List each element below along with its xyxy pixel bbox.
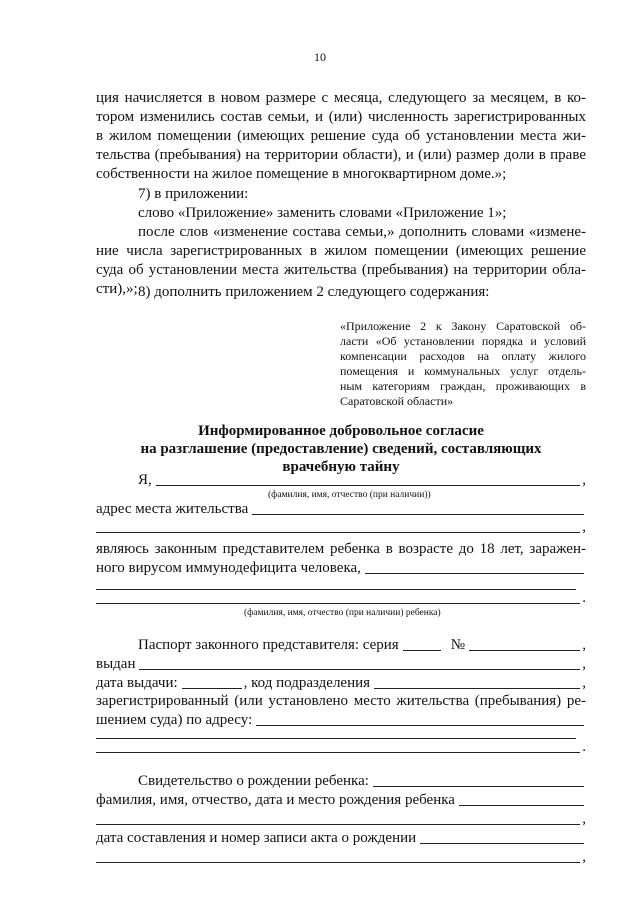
fio-field-row (138, 471, 586, 490)
passport-label: Паспорт законного представителя: серия (138, 637, 399, 653)
item-7-line: ние числа зарегистрированных в жилом помещении (имеющих решение (96, 243, 586, 259)
representative-line-2: ного вирусом иммунодефицита человека, (96, 560, 361, 576)
address-input-line[interactable] (252, 513, 584, 515)
appendix-header-line: ласти «Об установлении порядка и условий (340, 334, 586, 348)
appendix-header-line: Саратовской области» (340, 394, 454, 408)
number-sign: № (450, 637, 466, 653)
passport-number-input[interactable] (469, 649, 580, 651)
issued-input-line[interactable] (139, 668, 580, 670)
child-field-row-3 (96, 589, 586, 608)
issue-date-row (96, 674, 586, 693)
address-input-line-2[interactable] (96, 531, 580, 533)
appendix-header-line: ным категориям граждан, проживающих в (340, 379, 586, 393)
passport-series-input[interactable] (403, 649, 441, 651)
comma: , (582, 675, 586, 691)
comma: , (582, 472, 586, 488)
child-fio-caption: (фамилия, имя, отчество (при наличии) ребенка) (244, 608, 441, 618)
registered-line-2: шением суда) по адресу: (96, 712, 253, 728)
child-details-input[interactable] (459, 804, 584, 806)
comma: , (582, 811, 586, 827)
division-code-input[interactable] (374, 687, 580, 689)
form-title: врачебную тайну (282, 459, 400, 475)
child-details-row-2 (96, 810, 586, 829)
registered-address-row (96, 711, 586, 730)
period: . (582, 739, 586, 755)
registered-address-row-3 (96, 738, 586, 757)
child-details-row (96, 791, 586, 810)
appendix-header-line: компенсации расходов на оплату жилого (340, 349, 586, 363)
paragraph-line: ция начисляется в новом размере с месяца, следующего за месяцем, в ко- (96, 90, 586, 106)
item-7-line: сти),»; (96, 281, 138, 297)
child-field-row (96, 559, 586, 578)
comma: , (582, 849, 586, 865)
comma: , (582, 637, 586, 653)
address-label: адрес места жительства (96, 501, 249, 517)
birth-record-row (96, 829, 586, 848)
issue-date-input[interactable] (182, 687, 242, 689)
registered-address-input[interactable] (256, 724, 584, 726)
paragraph-line: в жилом помещении (имеющих решение суда об установлении места жи- (96, 128, 586, 144)
item-7-heading: 7) в приложении: (138, 186, 249, 202)
ya-label: Я, (138, 472, 152, 488)
comma: , (582, 519, 586, 535)
appendix-header-line: помещения и коммунальных услуг отдель- (340, 364, 586, 378)
child-details-input-2[interactable] (96, 823, 580, 825)
period: . (582, 590, 586, 606)
birth-cert-label: Свидетельство о рождении ребенка: (138, 773, 369, 789)
registered-address-input-3[interactable] (96, 751, 580, 753)
item-7-line: после слов «изменение состава семьи,» дополнить словами «измене- (138, 224, 586, 240)
representative-line: являюсь законным представителем ребенка в возрасте до 18 лет, заражен- (96, 541, 586, 557)
address-field-row-2 (96, 518, 586, 537)
appendix-header-line: «Приложение 2 к Закону Саратовской об- (340, 319, 586, 333)
item-8-heading: 8) дополнить приложением 2 следующего содержания: (138, 284, 490, 300)
registered-line: зарегистрированный (или установлено место жительства (пребывания) ре- (96, 693, 586, 709)
birth-record-row-2 (96, 848, 586, 867)
issued-row (96, 655, 586, 674)
paragraph-line: тельства (пребывания) на территории области), и (или) размер доли в праве (96, 147, 586, 163)
child-input-line[interactable] (365, 572, 584, 574)
paragraph-line: тором изменились состав семьи, и (или) численность зарегистрированных (96, 109, 586, 125)
fio-caption: (фамилия, имя, отчество (при наличии)) (268, 490, 431, 500)
fio-input-line[interactable] (156, 484, 580, 486)
division-code-label: , код подразделения (243, 675, 371, 691)
birth-cert-input[interactable] (373, 785, 584, 787)
address-field-row (96, 500, 586, 519)
birth-record-input-2[interactable] (96, 861, 580, 863)
comma: , (582, 656, 586, 672)
passport-row (138, 636, 586, 655)
birth-cert-row (138, 772, 586, 791)
item-7-line: суда об установлении места жительства (пребывания) на территории обла- (96, 262, 586, 278)
child-input-line-3[interactable] (96, 602, 580, 604)
issue-date-label: дата выдачи: (96, 675, 178, 691)
birth-record-input[interactable] (420, 842, 584, 844)
page-number: 10 (314, 50, 326, 64)
issued-label: выдан (96, 656, 136, 672)
form-title: Информированное добровольное согласие (198, 423, 484, 439)
form-title: на разглашение (предоставление) сведений, составляющих (140, 441, 542, 457)
paragraph-line: собственности на жилое помещение в многоквартирном доме.»; (96, 166, 507, 182)
child-details-label: фамилия, имя, отчество, дата и место рождения ребенка (96, 792, 455, 808)
item-7-line: слово «Приложение» заменить словами «Приложение 1»; (138, 205, 507, 221)
birth-record-label: дата составления и номер записи акта о рождении (96, 830, 417, 846)
